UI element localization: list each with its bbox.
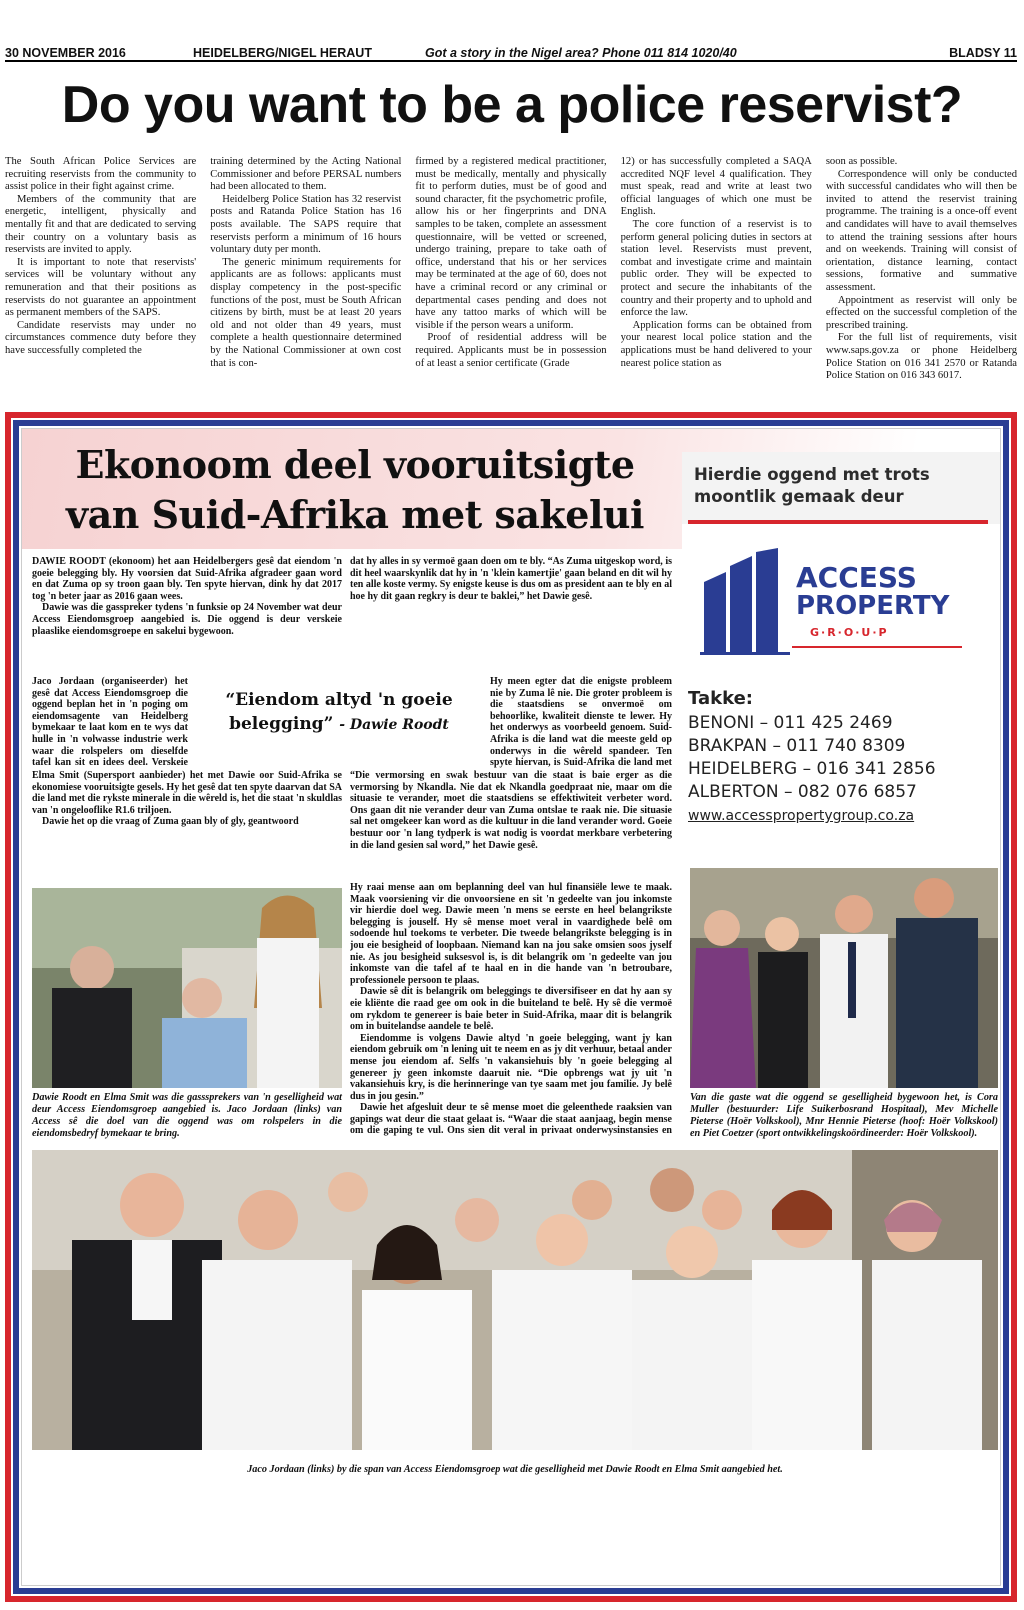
photo-illustration xyxy=(690,868,998,1088)
logo-word-property: PROPERTY xyxy=(796,591,950,621)
photo-illustration xyxy=(32,888,342,1088)
story2-title-line2: van Suid-Afrika met sakelui xyxy=(66,492,644,537)
caption-left-photo: Dawie Roodt en Elma Smit was die gasssprekers van 'n geselligheid wat deur Access Eiendomsgroep aangebied is. Jaco Jordaan (links) van Access sê die doel van die oggend was om rolspelers in die eiendomsbedryf bymekaar te bring. xyxy=(32,1092,342,1139)
branch-brakpan: BRAKPAN – 011 740 8309 xyxy=(688,736,906,756)
paragraph: Proof of residential address will be required. Applicants must be in possession of at least a senior certificate (Grade xyxy=(415,332,607,369)
pull-quote xyxy=(196,676,482,766)
paragraph: The core function of a reservist is to perform general policing duties in sectors at station level. Reservists must prevent, combat and investigate crime and maintain public order. They will be expected to protect and secure the inhabitants of the country and their property and to uphold and enforce the law. xyxy=(620,218,812,319)
paragraph: The generic minimum requirements for applicants are as follows: applicants must display competency in the post-specific functions of the post, must be South African citizens by birth, must be at least 20 years old and not older than 49 years, must complete a health questionnaire determined by the National Commissioner at own cost that is con- xyxy=(210,256,402,369)
branch-benoni: BENONI – 011 425 2469 xyxy=(688,713,893,733)
paragraph: dat hy alles in sy vermoë gaan doen om te bly. “As Zuma uitgeskop word, is dit heel waarskynlik dat hy in 'n 'klein kamertjie' gaan beland en dit wil hy ten alle koste vermy. Sy enigste keuse is dus om as president aan te bly en al hoe hy dit gaan regkry is deur te baklei,” het Dawie gesê. xyxy=(350,556,672,602)
access-property-logo xyxy=(700,548,962,658)
story2-colB-bottom xyxy=(350,770,672,880)
paragraph: Correspondence will only be conducted with successful candidates who will then be invited to attend the reservist training programme. The training is a once-off event and candidates will have to avail themselves to attend the training sessions after hours and on weekends. Training will consist of orientation, distance learning, contact sessions, formative and summative assessment. xyxy=(825,168,1018,293)
page-header xyxy=(5,44,1017,62)
ad-intro-line2: moontlik gemaak deur xyxy=(694,487,904,506)
paragraph: firmed by a registered medical practitioner, must be medically, mentally and physically fit to perform duties, must be of good and sound character, fit the psychometric profile, allow his or her fingerprints and DNA samples to be taken, complete an assessment questionnaire, will be vetted or screened, undergo training, prepare to take oath of office, understand that his or her services may be terminated at the age of 60, does not have a criminal record or any criminal or departmental cases pending and does not have any tattoo marks of which will be visible if the person wears a uniform. xyxy=(415,156,607,331)
paragraph: DAWIE ROODT (ekonoom) het aan Heidelbergers gesê dat eiendom 'n goeie belegging bly. Hy voorsien dat Suid-Afrika afgradeer gaan word en dat Zuma op sy troon gaan bly. Ten spyte hiervan, dink hy dat 2017 tog 'n beter jaar as 2016 gaan wees. xyxy=(32,556,342,602)
paragraph: soon as possible. xyxy=(825,156,898,167)
photo-roodt-smit-jordaan xyxy=(32,888,342,1088)
story1-columns xyxy=(5,156,1017,388)
story1-col3 xyxy=(415,156,606,388)
paragraph: “Die vermorsing en swak bestuur van die staat is baie erger as die vermorsing by Nkandla. Nie dat ek Nkandla goedpraat nie, maar om die situasie te verander, moet die staatsdiens se effektiwiteit verbeter word. Ons gaan dit nie verander deur van Zuma ontslae te raak nie. Die situasie sal net omgekeer kan word as die kultuur in die land verander word. Goeie bestuur oor 'n lang tydperk is wat nodig is voordat merkbare verbetering in die land gesien sal word,” het Dawie gesê. xyxy=(350,770,672,851)
story2-colB-narrow xyxy=(490,676,672,768)
story1-col1 xyxy=(5,156,196,388)
caption-team-photo: Jaco Jordaan (links) by die span van Access Eiendomsgroep wat die geselligheid met Dawie Roodt en Elma Smit aangebied het. xyxy=(247,1464,783,1475)
paragraph: Eiendomme is volgens Dawie altyd 'n goeie belegging, want jy kan eiendom gebruik om 'n lening uit te neem en as jy dit verhuur, betaal ander mense jou eiendom af. Selfs 'n vakansiehuis bly 'n goeie belegging al genereer jy geen inkomste daaruit nie. “Die opbrengs wat jy uit 'n vakansiehuis kry, is die herinneringe van tye saam met jou familie. Jy belê dus in jou gesin.” xyxy=(350,1032,672,1102)
paragraph: Members of the community that are energetic, intelligent, physically and mentally fit and that are dedicated to serving their country on a voluntary basis as reservists are invited to apply. xyxy=(5,193,197,256)
paragraph: Dawie het op die vraag of Zuma gaan bly of gly, geantwoord xyxy=(42,816,299,828)
paragraph: Appointment as reservist will only be effected on the successful completion of the prescribed training. xyxy=(825,294,1018,331)
branch-heidelberg: HEIDELBERG – 016 341 2856 xyxy=(688,759,936,779)
ad-intro-line1: Hierdie oggend met trots xyxy=(694,465,930,484)
story2-title-line1: Ekonoom deel vooruitsigte xyxy=(75,442,635,487)
logo-word-access: ACCESS xyxy=(796,561,917,594)
access-property-ad xyxy=(682,452,1000,852)
photo-guests xyxy=(690,868,998,1088)
story2-title xyxy=(30,440,680,540)
photo-access-team xyxy=(32,1150,998,1450)
branch-alberton: ALBERTON – 082 076 6857 xyxy=(688,782,917,802)
header-tagline: Got a story in the Nigel area? Phone 011 814 1020/40 xyxy=(425,46,737,60)
header-paper: HEIDELBERG/NIGEL HERAUT xyxy=(193,46,372,60)
caption-right-photo: Van die gaste wat die oggend se geselligheid bygewoon het, is Cora Muller (bestuurder: Life Suikerbosrand Hospitaal), Mev Michelle Pieterse (Hoër Volkskool), Mnr Hennie Pieterse (hoof: Hoër Volkskool) en Piet Coetzer (sport ontwikkelingskoördineerder: Hoër Volkskool). xyxy=(690,1092,998,1139)
pull-quote-attribution: - Dawie Roodt xyxy=(339,717,449,733)
story2-colA-narrow xyxy=(32,676,188,768)
paragraph: The South African Police Services are recruiting reservists from the community to assist police in their fight against crime. xyxy=(5,156,197,193)
paragraph: 12) or has successfully completed a SAQA accredited NQF level 4 qualification. They must speak, read and write at least two official languages of which one must be English. xyxy=(620,156,812,218)
pull-quote-text: “Eiendom altyd 'n goeie belegging” xyxy=(225,690,453,734)
paragraph: Jaco Jordaan (organiseerder) het gesê dat Access Eiendomsgroep die oggend beplan het in 'n poging om eiendomsagente van Heidelberg bymekaar te laat kom en te wys dat hulle in 'n volwasse industrie werk waar die rolspelers om dieselfde tafel kan sit en idees deel. Verskeie xyxy=(32,676,188,768)
paragraph: Dawie was die gasspreker tydens 'n funksie op 24 November wat deur Access Eiendomsgroep aangebied is. Die oggend is deur verskeie plaaslike eiendomsgroepe en sakelui bygewoon. xyxy=(32,602,342,637)
story2-colB-top xyxy=(350,556,672,674)
paragraph: Dawie sê dit is belangrik om beleggings te diversifiseer en dat hy aan sy eie kliënte die raad gee om ook in die buiteland te belê. Hy sê die vermoë om rykdom te genereer is baie beter in Suid-Afrika, maar dit is belangrik om in buitelandse aandele te belê. xyxy=(350,986,672,1033)
paragraph: Heidelberg Police Station has 32 reservist posts and Ratanda Police Station has 16 posts available. The SAPS require that reservists perform a minimum of 16 hours voluntary duty per month. xyxy=(210,193,402,256)
paragraph: training determined by the Acting National Commissioner and before PERSAL numbers had been allocated to them. xyxy=(210,156,402,193)
paragraph: It is important to note that reservists' services will be voluntary without any remuneration and that their positions as reservists do not guarantee an appointment as permanent members of the SAPS. xyxy=(5,256,197,319)
paragraph: Application forms can be obtained from your nearest local police station and the applications must be hand delivered to your nearest police station as xyxy=(620,319,812,369)
ad-branches-list xyxy=(688,712,936,804)
story1-col2 xyxy=(210,156,401,388)
story1-col4 xyxy=(621,156,812,388)
paragraph: Candidate reservists may under no circumstances commence duty before they have successfully completed the xyxy=(5,319,197,356)
ad-divider xyxy=(688,520,988,524)
story2-colA-top xyxy=(32,556,342,674)
paragraph: Dawie het afgesluit deur te sê mense moet die geleenthede raaksien van gapings wat deur die staat gelaat is. “Waar die staat aanjaag, begin mense om die gaping te vul. Ons sien dit veral in privaat onderwysinstansies en xyxy=(350,1102,672,1136)
photo-illustration xyxy=(32,1150,998,1450)
header-page: BLADSY 11 xyxy=(949,46,1017,60)
story2-colC xyxy=(350,882,672,1136)
paragraph: For the full list of requirements, visit www.saps.gov.za or phone Heidelberg Police Station on 016 341 2570 or Ratanda Police Station on 016 343 6017. xyxy=(825,332,1018,382)
paragraph: Hy raai mense aan om beplanning deel van hul finansiële lewe te maak. Maak voorsiening vir die onvoorsiene en sit 'n gedeelte van jou inkomste vir hierdie doel weg. Dawie meen 'n mens se eerste en heel belangrikste belegging is jouself. Hy sê mense moet veral in vaardighede belê om sodoende hul toekoms te verbeter. Die tweede belangrikste belegging is in jou eie besigheid of loopbaan. Niemand kan na jou sake omsien soos jyself nie. As jou besigheid suksesvol is, is dit belangrik om 'n gedeelte van jou inkomste van die tafel af te haal en in die hande van 'n betroubare, professionele persoon te plaas. xyxy=(350,882,672,986)
ad-branches-label: Takke: xyxy=(688,688,753,709)
paragraph: Hy meen egter dat die enigste probleem nie by Zuma lê nie. Die groter probleem is die staatsdiens se onvermoë om behoorlike, kwaliteit dienste te lewer. Hy het onderwys as voorbeeld genoem. Suid-Afrika is die land wat die meeste geld op onderwys in die wêreld spandeer. Ten spyte hiervan, is Suid-Afrika die land met xyxy=(490,676,672,768)
story1-col5 xyxy=(826,156,1017,388)
story1-headline: Do you want to be a police reservist? xyxy=(61,76,963,134)
story2-colA-bottom xyxy=(32,770,342,880)
header-date: 30 NOVEMBER 2016 xyxy=(5,46,126,60)
ad-intro xyxy=(682,452,1000,524)
ad-website-link[interactable]: www.accesspropertygroup.co.za xyxy=(688,808,915,824)
logo-word-group: G·R·O·U·P xyxy=(810,626,889,639)
paragraph: Elma Smit (Supersport aanbieder) het met Dawie oor Suid-Afrika se ekonomiese vooruitsigte gesels. Hy het gesê dat ten spyte daarvan dat SA die land met die rykste minerale in die wêreld is, het die staat 'n skuldlas van 'n ongelooflike R1.6 triljoen. xyxy=(32,770,342,816)
